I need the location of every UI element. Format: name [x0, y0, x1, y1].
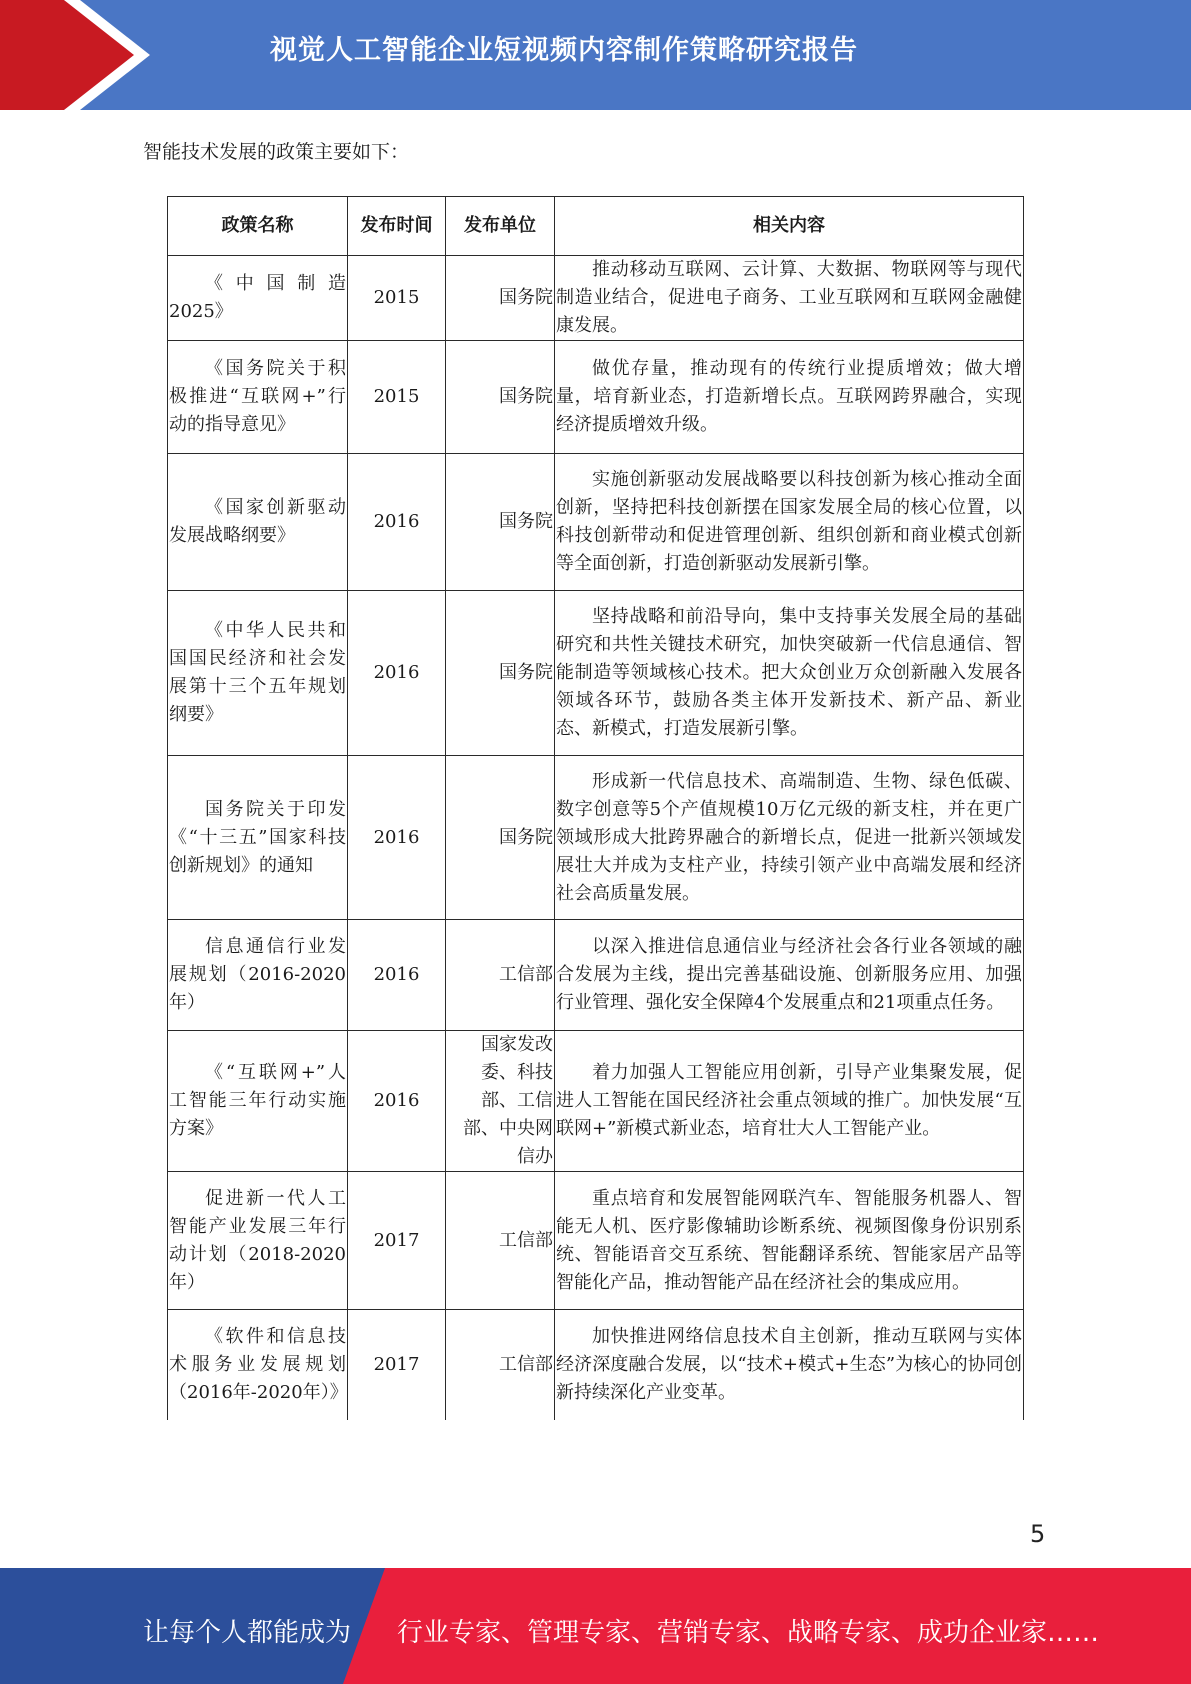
policy-year: 2016 [348, 756, 446, 920]
policy-unit: 国务院 [446, 591, 555, 756]
policy-year: 2015 [348, 256, 446, 341]
policy-name: 《国务院关于积极推进“互联网+”行动的指导意见》 [168, 341, 348, 454]
policy-name: 《国家创新驱动发展战略纲要》 [168, 454, 348, 591]
policy-unit: 国家发改委、科技部、工信部、中央网信办 [446, 1031, 555, 1172]
policy-year: 2017 [348, 1172, 446, 1310]
policy-content: 加快推进网络信息技术自主创新，推动互联网与实体经济深度融合发展，以“技术+模式+生态”为核心的协同创新持续深化产业变革。 [555, 1310, 1024, 1420]
policy-unit: 国务院 [446, 756, 555, 920]
header-release-time: 发布时间 [348, 197, 446, 256]
policy-year: 2016 [348, 591, 446, 756]
policy-unit: 国务院 [446, 341, 555, 454]
policy-name: 《软件和信息技术服务业发展规划（2016年-2020年）》 [168, 1310, 348, 1420]
policy-content: 做优存量，推动现有的传统行业提质增效；做大增量，培育新业态，打造新增长点。互联网跨界融合，实现经济提质增效升级。 [555, 341, 1024, 454]
table-row [168, 1172, 1024, 1310]
table-row [168, 341, 1024, 454]
policy-name: 《中华人民共和国国民经济和社会发展第十三个五年规划纲要》 [168, 591, 348, 756]
header-related-content: 相关内容 [555, 197, 1024, 256]
policy-unit: 国务院 [446, 454, 555, 591]
policy-year: 2016 [348, 454, 446, 591]
policy-content: 重点培育和发展智能网联汽车、智能服务机器人、智能无人机、医疗影像辅助诊断系统、视频图像身份识别系统、智能语音交互系统、智能翻译系统、智能家居产品等智能化产品，推动智能产品在经济社会的集成应用。 [555, 1172, 1024, 1310]
policy-year: 2016 [348, 920, 446, 1031]
report-title: 视觉人工智能企业短视频内容制作策略研究报告 [270, 35, 858, 66]
policy-year: 2015 [348, 341, 446, 454]
policy-unit: 国务院 [446, 256, 555, 341]
header-banner [0, 0, 1191, 110]
table-header-row [168, 197, 1024, 256]
table-row [168, 1031, 1024, 1172]
policy-unit: 工信部 [446, 920, 555, 1031]
policy-unit: 工信部 [446, 1310, 555, 1420]
policy-content: 以深入推进信息通信业与经济社会各行业各领域的融合发展为主线，提出完善基础设施、创新服务应用、加强行业管理、强化安全保障4个发展重点和21项重点任务。 [555, 920, 1024, 1031]
table-row [168, 591, 1024, 756]
policy-content: 坚持战略和前沿导向，集中支持事关发展全局的基础研究和共性关键技术研究，加快突破新一代信息通信、智能制造等领域核心技术。把大众创业万众创新融入发展各领域各环节，鼓励各类主体开发新技术、新产品、新业态、新模式，打造发展新引擎。 [555, 591, 1024, 756]
policy-content: 形成新一代信息技术、高端制造、生物、绿色低碳、数字创意等5个产值规模10万亿元级的新支柱，并在更广领域形成大批跨界融合的新增长点，促进一批新兴领域发展壮大并成为支柱产业，持续引领产业中高端发展和经济社会高质量发展。 [555, 756, 1024, 920]
intro-text: 智能技术发展的政策主要如下： [143, 141, 410, 163]
policy-name: 国务院关于印发《“十三五”国家科技创新规划》的通知 [168, 756, 348, 920]
policy-year: 2016 [348, 1031, 446, 1172]
policy-name: 《中国制造2025》 [168, 256, 348, 341]
policy-content: 推动移动互联网、云计算、大数据、物联网等与现代制造业结合，促进电子商务、工业互联网和互联网金融健康发展。 [555, 256, 1024, 341]
table-row [168, 756, 1024, 920]
header-policy-name: 政策名称 [168, 197, 348, 256]
header-release-unit: 发布单位 [446, 197, 555, 256]
policy-unit: 工信部 [446, 1172, 555, 1310]
footer-slogan-right: 行业专家、管理专家、营销专家、战略专家、成功企业家…… [397, 1618, 1100, 1648]
policy-content: 实施创新驱动发展战略要以科技创新为核心推动全面创新，坚持把科技创新摆在国家发展全局的核心位置，以科技创新带动和促进管理创新、组织创新和商业模式创新等全面创新，打造创新驱动发展新引擎。 [555, 454, 1024, 591]
footer-banner [0, 1568, 1191, 1684]
table-row [168, 454, 1024, 591]
policy-content: 着力加强人工智能应用创新，引导产业集聚发展，促进人工智能在国民经济社会重点领域的推广。加快发展“互联网+”新模式新业态，培育壮大人工智能产业。 [555, 1031, 1024, 1172]
policy-name: 信息通信行业发展规划（2016-2020年） [168, 920, 348, 1031]
table-row [168, 1310, 1024, 1420]
page-number: 5 [1030, 1520, 1046, 1548]
table-row [168, 256, 1024, 341]
policy-name: 《“互联网+”人工智能三年行动实施方案》 [168, 1031, 348, 1172]
policy-table [167, 196, 1024, 1420]
footer-slogan-left: 让每个人都能成为 [143, 1618, 352, 1648]
table-row [168, 920, 1024, 1031]
policy-year: 2017 [348, 1310, 446, 1420]
policy-name: 促进新一代人工智能产业发展三年行动计划（2018-2020年） [168, 1172, 348, 1310]
